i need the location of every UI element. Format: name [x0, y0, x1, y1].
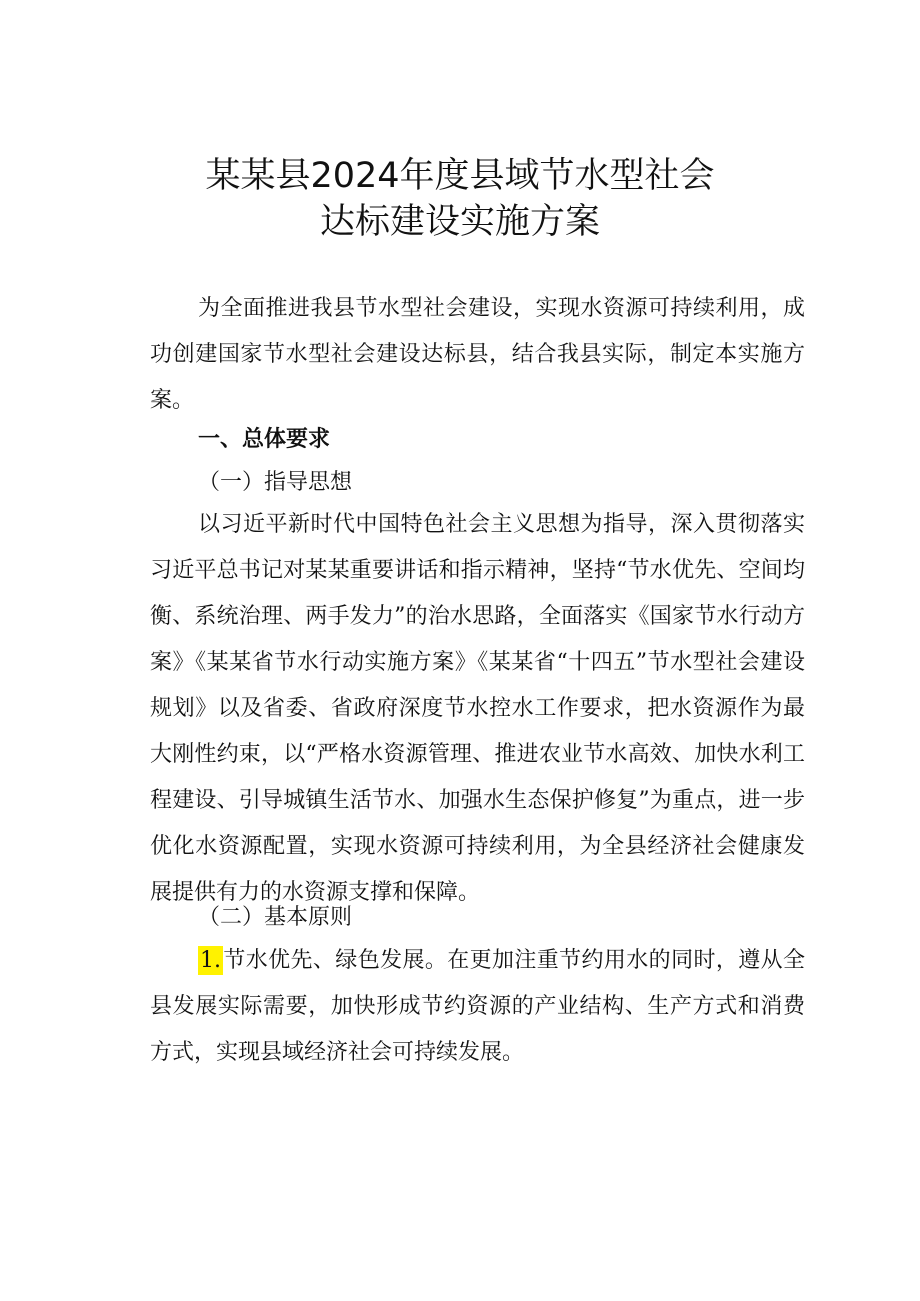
principle-1-number: 1. — [200, 948, 221, 973]
guiding-thought-paragraph: 以习近平新时代中国特色社会主义思想为指导，深入贯彻落实习近平总书记对某某重要讲话和指示精神，坚持“节水优先、空间均衡、系统治理、两手发力”的治水思路，全面落实《国家节水行动方案》《某某省节水行动实施方案》《某某省“十四五”节水型社会建设规划》以及省委、省政府深度节水控水工作要求，把水资源作为最大刚性约束，以“严格水资源管理、推进农业节水高效、加快水利工程建设、引导城镇生活节水、加强水生态保护修复”为重点，进一步优化水资源配置，实现水资源可持续利用，为全县经济社会健康发展提供有力的水资源支撑和保障。 — [150, 512, 805, 905]
section-heading-general-requirements: 一、总体要求 — [198, 427, 331, 452]
subsection-heading-guiding-thought: （一）指导思想 — [198, 470, 353, 495]
subsection-heading-basic-principles: （二）基本原则 — [198, 905, 353, 930]
document-title-line-2: 达标建设实施方案 — [319, 202, 600, 242]
principle-1-text: 节水优先、绿色发展。在更加注重节约用水的同时，遵从全县发展实际需要，加快形成节约资源的产业结构、生产方式和消费方式，实现县域经济社会可持续发展。 — [150, 948, 805, 1065]
document-title-line-1: 某某县2024年度县域节水型社会 — [205, 156, 715, 196]
principle-1-paragraph — [150, 938, 805, 1076]
intro-paragraph: 为全面推进我县节水型社会建设，实现水资源可持续利用，成功创建国家节水型社会建设达标县，结合我县实际，制定本实施方案。 — [150, 296, 805, 413]
